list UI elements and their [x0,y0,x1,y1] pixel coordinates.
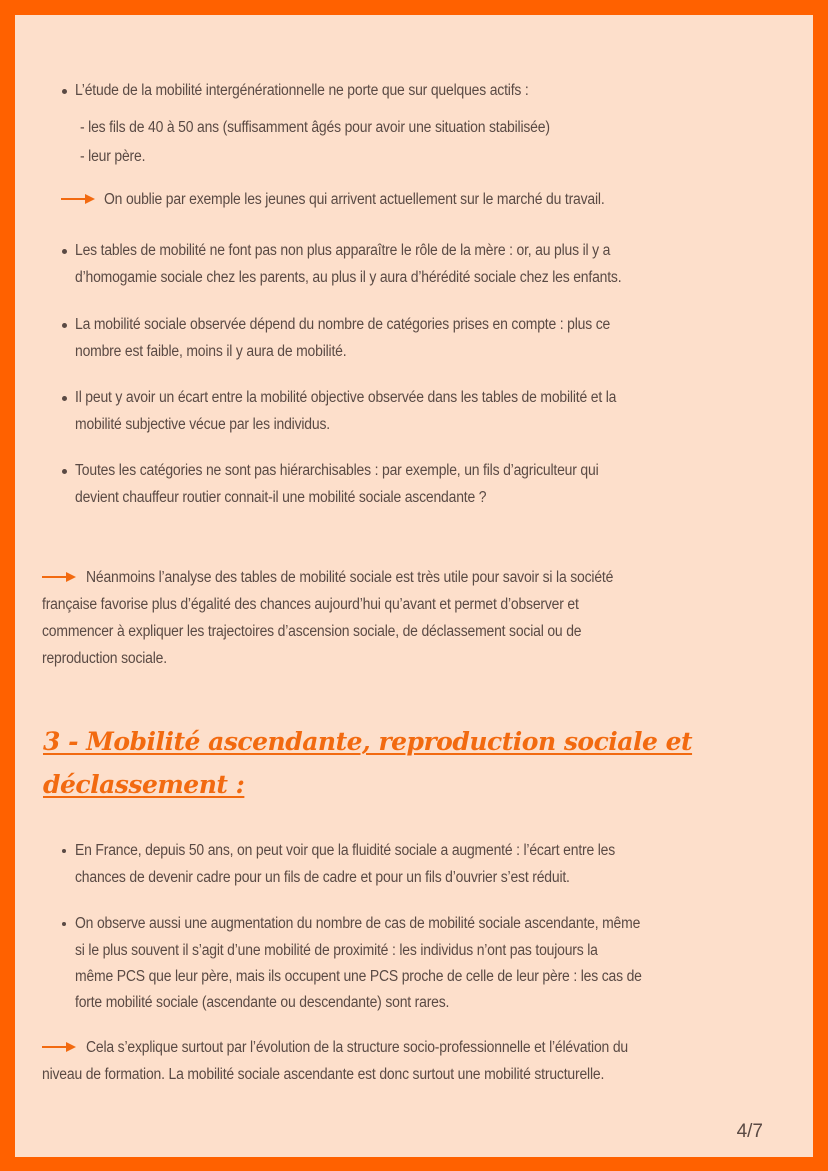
bullet-text: d’homogamie sociale chez les parents, au plus il y aura d’hérédité sociale chez les enfants. [75,269,622,286]
bullet-icon [62,469,67,474]
conclusion-text: niveau de formation. La mobilité sociale ascendante est donc surtout une mobilité structurelle. [42,1066,605,1083]
bullet-icon [62,396,67,401]
arrow-right-icon [42,1042,76,1052]
bullet-icon [62,922,66,926]
bullet-text: Toutes les catégories ne sont pas hiérarchisables : par exemple, un fils d’agriculteur qui [75,462,599,479]
bullet-text: chances de devenir cadre pour un fils de cadre et pour un fils d’ouvrier s’est réduit. [75,869,570,886]
bullet-text: même PCS que leur père, mais ils occupent une PCS proche de celle de leur père : les cas de [75,968,642,985]
page-number: 4/7 [736,1121,763,1142]
bullet-icon [62,849,66,853]
document-page [15,15,813,1157]
arrow-note: On oublie par exemple les jeunes qui arrivent actuellement sur le marché du travail. [104,191,605,208]
bullet-text: En France, depuis 50 ans, on peut voir que la fluidité sociale a augmenté : l’écart entre les [75,842,616,859]
bullet-text: Il peut y avoir un écart entre la mobilité objective observée dans les tables de mobilité et la [75,389,617,406]
sub-item: - leur père. [80,148,146,165]
conclusion-text: Néanmoins l’analyse des tables de mobilité sociale est très utile pour savoir si la société [86,569,614,586]
bullet-text: L’étude de la mobilité intergénérationnelle ne porte que sur quelques actifs : [75,82,529,99]
arrow-right-icon [42,572,76,582]
bullet-text: Les tables de mobilité ne font pas non plus apparaître le rôle de la mère : or, au plus il y a [75,242,611,259]
sub-item: - les fils de 40 à 50 ans (suffisamment âgés pour avoir une situation stabilisée) [80,119,550,136]
bullet-text: si le plus souvent il s’agit d’une mobilité de proximité : les individus n’ont pas toujours la [75,942,598,959]
conclusion-text: française favorise plus d’égalité des chances aujourd’hui qu’avant et permet d’observer et [42,596,579,613]
conclusion-text: reproduction sociale. [42,650,167,667]
conclusion-text: commencer à expliquer les trajectoires d’ascension sociale, de déclassement social ou de [42,623,582,640]
conclusion-text: Cela s’explique surtout par l’évolution de la structure socio-professionnelle et l’élévation du [86,1039,628,1056]
bullet-text: On observe aussi une augmentation du nombre de cas de mobilité sociale ascendante, même [75,915,641,932]
bullet-text: mobilité subjective vécue par les individus. [75,416,330,433]
bullet-text: nombre est faible, moins il y aura de mobilité. [75,343,347,360]
bullet-icon [62,89,67,94]
bullet-text: devient chauffeur routier connait-il une mobilité sociale ascendante ? [75,489,487,506]
bullet-text: forte mobilité sociale (ascendante ou descendante) sont rares. [75,994,450,1011]
bullet-icon [62,249,67,254]
section-heading: déclassement : [43,770,245,799]
bullet-icon [62,323,67,328]
arrow-right-icon [61,194,95,204]
bullet-text: La mobilité sociale observée dépend du nombre de catégories prises en compte : plus ce [75,316,611,333]
section-heading: 3 - Mobilité ascendante, reproduction sociale et [43,727,693,756]
